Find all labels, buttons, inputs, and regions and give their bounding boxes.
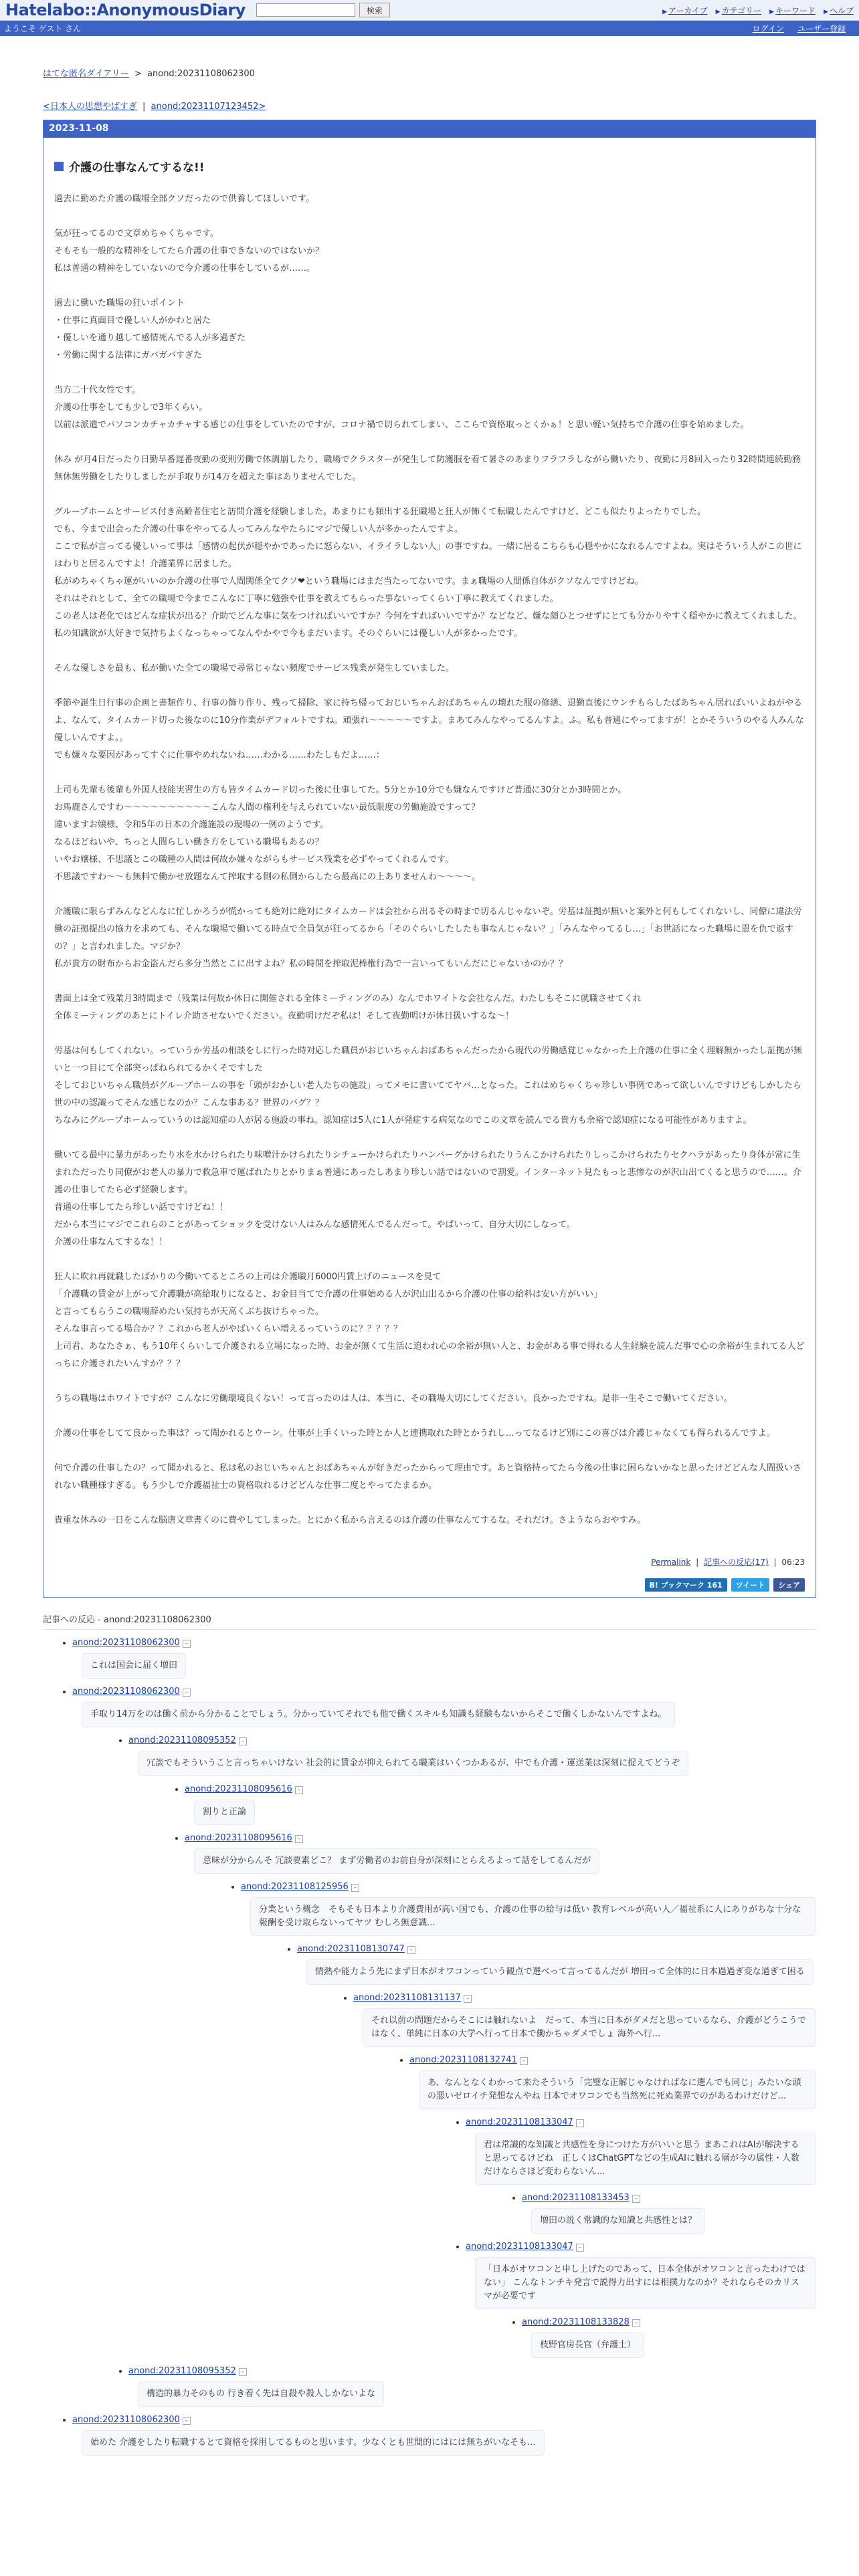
paragraph bbox=[54, 382, 805, 434]
reaction-header bbox=[522, 2185, 816, 2203]
paragraph-line: 労基は何もしてくれない。っていうか労基の相談をしに行った時対応した職員がおじいちゃんおばあちゃんだったから現代の労働感覚じゃなかった上介護の仕事に全く理解無かったし証拠が無いと一つ目にて全部突っぱねられてるかくそですした bbox=[54, 1046, 803, 1073]
collapse-toggle-icon[interactable]: – bbox=[632, 2195, 640, 2203]
reaction-body: 君は常識的な知識と共感性を身につけた方がいいと思う まあこれはAIが解決すると思ってるけどね 正しくはChatGPTなどの生成AIに触れる層が今の属性・人数だけならさほど変わらないん... bbox=[475, 2133, 816, 2185]
reaction-body: あ、なんとなくわかって来たそういう「完璧な正解じゃなければなに選んでも同じ」みたいな頭の悪いゼロイチ発想なんやね 日本でオワコンでも当然死に死ぬ業界でのがあるわけだけど... bbox=[419, 2070, 816, 2109]
reaction-item bbox=[353, 1985, 816, 2358]
paragraph-line: 私がめちゃくちゃ運がいいのか介護の仕事で人間関係全てクソ❤という職場にはまだ当たってないです。まぁ職場の人間係自体がクソなんですけどね。 bbox=[54, 576, 644, 586]
reaction-header bbox=[72, 2407, 816, 2425]
reaction-item bbox=[128, 2358, 816, 2407]
paragraph-gap bbox=[54, 973, 805, 990]
paragraph-line: ここで私が言ってる優しいって事は「感情の起伏が穏やかであったに怒らない、イライラしない人」の事ですね。一緒に居るこちらも心穏やかになれるんですよね。実はそういう人がこの世にはわりと居るんですよ！介護業界に居ました。 bbox=[54, 542, 802, 569]
reaction-body: 手取り14万をのは働く前から分かることでしょう。分かっていてそれでも他で働くスキルも知識も経験もないからそこで働くしかないんですよね。 bbox=[82, 1702, 675, 1727]
paragraph-line: そんな優しさを最も、私が働いた全ての職場で尋常じゃない頻度でサービス残業が発生していました。 bbox=[54, 663, 455, 673]
paragraph-line: 普通の仕事してたら珍しい話ですけどね！！ bbox=[54, 1202, 229, 1212]
reaction-id-link[interactable]: anond:20231108133047 bbox=[466, 2242, 573, 2252]
tweet-button[interactable]: ツイート bbox=[731, 1578, 769, 1592]
paragraph-line: ・仕事に真面目で優しい人がかわと居た bbox=[54, 316, 211, 326]
reaction-list bbox=[353, 2047, 816, 2358]
facebook-share-button[interactable]: シェア bbox=[773, 1578, 805, 1592]
prev-next-nav bbox=[43, 99, 816, 112]
reaction-body: 意味が分からんそ 冗談要素どこ？ まず労働者のお前自身が深刻にとらえろよって話をしてるんだが bbox=[194, 1848, 599, 1874]
paragraph-line: 以前は派遣でパソコンカチャカチャする感じの仕事をしていたのですが、コロナ禍で切られてしまい、ここらで資格取っとくかぁ！と思い軽い気持ちで介護の仕事を始めました。 bbox=[54, 420, 749, 430]
paragraph-line: 何で介護の仕事したの？って聞かれると、私は私のおじいちゃんとおばあちゃんが好きだったからって理由です。あと資格持ってたら今後の仕事に困らないかなと思ったけどどんな人間扱いされない職種様すぎる。もう少しで介護福祉士の資格取れるけどどんな仕事二度とやってたまるか。 bbox=[54, 1463, 801, 1491]
reaction-header bbox=[128, 2358, 816, 2376]
reaction-id-link[interactable]: anond:20231108095352 bbox=[128, 1735, 236, 1745]
reaction-list bbox=[43, 1630, 816, 2456]
paragraph-gap bbox=[54, 1251, 805, 1269]
post-title bbox=[54, 158, 805, 175]
paragraph-line: 過去に働いた職場の狂いポイント bbox=[54, 298, 185, 308]
reaction-header bbox=[128, 1727, 816, 1745]
next-link[interactable]: anond:20231107123452> bbox=[151, 102, 266, 112]
paragraph-line: 休み が月4日だったり日勤早番遅番夜勤の変則労働で体調崩したり、職場でクラスターが発生して防護服を着て暑さのあまりフラフラしながら働いたり、夜勤に月8回入ったり32時間連続勤務無休無労働をしたりしましたが手取りが14万を超えた事はありませんでした。 bbox=[54, 455, 801, 482]
reactions-tree bbox=[43, 1629, 816, 2456]
collapse-toggle-icon[interactable]: – bbox=[464, 1995, 472, 2003]
search-input[interactable] bbox=[256, 3, 355, 17]
register-link[interactable]: ユーザー登録 bbox=[797, 24, 846, 33]
paragraph bbox=[54, 1512, 805, 1529]
reaction-body: これは国会に届く増田 bbox=[82, 1653, 186, 1679]
post-footer bbox=[54, 1556, 805, 1568]
user-bar bbox=[0, 21, 859, 36]
paragraph-gap bbox=[54, 1025, 805, 1043]
reaction-item bbox=[72, 2407, 816, 2456]
paragraph-line: 狂人に吹れ再就職したばかりの今働いてるところの上司は介護職月6000円賃上げのニュースを見て bbox=[54, 1272, 442, 1282]
reaction-item bbox=[297, 1936, 816, 2358]
paragraph-line: うちの職場はホワイトですが？こんなに労働環境良くない！って言ったのは人は、本当に、その職場大切にしてください。良かったですね。是非一生そこで働いてください。 bbox=[54, 1394, 733, 1404]
reaction-list bbox=[466, 2185, 816, 2234]
paragraph-gap bbox=[54, 434, 805, 451]
paragraph-line: 上司君、あなたさぁ、もう10年くらいして介護される立場になった時、お金が無くて生活に追われ心の余裕が無い人と、お金がある事で得れる人生経験を読んだ事で心の余裕が生まれてる人どっちに介護されたいんすか？？？ bbox=[54, 1341, 805, 1369]
paragraph-gap bbox=[54, 1373, 805, 1390]
reaction-id-link[interactable]: anond:20231108133047 bbox=[466, 2117, 573, 2127]
reaction-list bbox=[297, 1985, 816, 2358]
paragraph-gap bbox=[54, 886, 805, 903]
reaction-header bbox=[297, 1936, 816, 1954]
breadcrumb-root[interactable]: はてな匿名ダイアリー bbox=[43, 69, 129, 79]
paragraph bbox=[54, 1147, 805, 1251]
paragraph-line: そんな事言ってる場合か？？これから老人がやばいくらい増えるっていうのに？？？？？ bbox=[54, 1324, 403, 1334]
nav-archive[interactable]: ▶ アーカイブ bbox=[662, 5, 708, 15]
paragraph-line: ちなみにグループホームっていうのは認知症の人が居る施設の事ね。認知症は5人に1人が発症する病気なのでこの文章を読んでる貴方も余裕で認知症になる可能性がありますよ。 bbox=[54, 1115, 752, 1125]
reaction-item bbox=[409, 2047, 816, 2358]
paragraph bbox=[54, 1043, 805, 1130]
paragraph bbox=[54, 903, 805, 973]
reaction-item bbox=[128, 1727, 816, 2358]
title-square-icon bbox=[54, 162, 64, 171]
reaction-header bbox=[466, 2234, 816, 2252]
collapse-toggle-icon[interactable]: – bbox=[183, 1640, 191, 1648]
reaction-header bbox=[185, 1776, 816, 1794]
paragraph-line: 上司も先輩も後輩も外国人技能実習生の方も皆タイムカード切った後に仕事してた。5分とか10分でも嫌なんですけど普通に30分とか3時間とか。 bbox=[54, 785, 627, 795]
collapse-toggle-icon[interactable]: – bbox=[576, 2119, 584, 2127]
paragraph-line: 当方二十代女性です。 bbox=[54, 385, 140, 395]
collapse-toggle-icon[interactable]: – bbox=[351, 1884, 359, 1892]
paragraph-line: お馬鹿さんですわ〜〜〜〜〜〜〜〜〜〜こんな人間の権利を与えられていない最低限度の労働施設ですって？ bbox=[54, 802, 480, 813]
collapse-toggle-icon[interactable]: – bbox=[239, 1737, 247, 1745]
paragraph-line: 全体ミーティングのあとにトイレ介助させないでください。夜勤明けだぞ私は！そして夜勤明けが休日扱いするな〜！ bbox=[54, 1011, 514, 1021]
paragraph-line: 過去に勤めた介護の職場全部クソだったので供養してほしいです。 bbox=[54, 194, 314, 204]
collapse-toggle-icon[interactable]: – bbox=[295, 1786, 303, 1794]
paragraph-line: 「介護職の賃金が上がって介護職が高給取りになると、お金目当てで介護の仕事始める人が沢山出るから介護の仕事の給料は安い方がいい」 bbox=[54, 1289, 603, 1299]
reaction-body: 冗談でもそういうこと言っちゃいけない 社会的に賃金が抑えられてる職業はいくつかあるが、中でも介護・運送業は深刻に捉えてどうぞ bbox=[138, 1751, 688, 1776]
paragraph-line: 書面上は全て残業月3時間まで（残業は何故か休日に開催される全体ミーティングのみ）なんでホワイトな会社なんだ。わたしもそこに就職させてくれ bbox=[54, 994, 642, 1004]
paragraph-gap bbox=[54, 1130, 805, 1147]
paragraph bbox=[54, 225, 805, 278]
reaction-id-link[interactable]: anond:20231108125956 bbox=[241, 1882, 349, 1892]
paragraph-line: 私が貴方の財布からお金盗んだら多分当然とこに出すよね？私の時間を搾取泥棒権行為で一言いってもいんだにじゃないかのか？？ bbox=[54, 959, 568, 969]
reaction-header bbox=[522, 2309, 816, 2327]
paragraph-gap bbox=[54, 764, 805, 782]
reaction-id-link[interactable]: anond:20231108130747 bbox=[297, 1944, 405, 1954]
reaction-header bbox=[72, 1679, 816, 1697]
collapse-toggle-icon[interactable]: – bbox=[183, 1689, 191, 1697]
paragraph-line: 私は普通の精神をしていないので今介護の仕事をしているが……。 bbox=[54, 263, 316, 274]
permalink[interactable]: Permalink bbox=[651, 1558, 691, 1567]
reaction-body: それ以前の問題だからそこには触れないよ だって、本当に日本がダメだと思っているなら、介護がどうこうではなく、単純に日本の大学へ行って日本で働かちゃダメでしょ 海外へ行... bbox=[363, 2008, 816, 2047]
paragraph bbox=[54, 1390, 805, 1408]
paragraph-line: 介護職に限らずみんなどんなに忙しかろうが慌かっても絶対に絶対にタイムカードは会社から出るその時まで切るんじゃないぞ。労基は証拠が無いと案外と何もしてくれないし、同僚に違法労働の証拠提出の協力を求めても、そんな職場で働いてる時点で全員気が狂ってるから「そのぐらいしたしたも事なんじゃない？」「みんなやってるし…」「お世話になった職場に恩を仇で返すの？」と言われました。マジか？ bbox=[54, 907, 802, 952]
reaction-body: 構造的暴力そのもの 行き着く先は自殺や殺人しかないよな bbox=[138, 2381, 384, 2407]
reaction-item bbox=[241, 1874, 816, 2358]
paragraph-line: この老人は老化ではどんな症状が出る？介助でどんな事に気をつければいいですか？今何をすればいいですか？などなど、嫌な顔ひとつせずにとても分かりやすく穏やかに教えてくれました。私の知識欲が大好きで気持ちよくなっちゃってなんやかやで今もまだいます。そのぐらいには優しい人が多かったです。 bbox=[54, 611, 802, 639]
paragraph-gap bbox=[54, 486, 805, 504]
reaction-list bbox=[72, 1727, 816, 2407]
reaction-list bbox=[128, 1776, 816, 2358]
arrow-icon: ▶ bbox=[769, 8, 775, 15]
reaction-header bbox=[353, 1985, 816, 2003]
post-title-text: 介護の仕事なんてするな!! bbox=[69, 161, 205, 175]
reactions-link[interactable]: 記事への反応(17) bbox=[704, 1558, 769, 1567]
reaction-item bbox=[185, 1825, 816, 2358]
paragraph bbox=[54, 1269, 805, 1373]
reaction-id-link[interactable]: anond:20231108062300 bbox=[72, 1638, 180, 1648]
reaction-header bbox=[185, 1825, 816, 1843]
reaction-body: 「日本がオワコンと申し上げたのであって、日本全体がオワコンと言ったわけではない」 こんなトンチキ発言で説得力出すには相撲力なのか？それならそのカリスマが必要です bbox=[475, 2257, 816, 2309]
share-row bbox=[54, 1578, 805, 1592]
reaction-body: 分業という概念 そもそも日本より介護費用が高い国でも、介護の仕事の給与は低い 教育レベルが高い人／福祉系に人にありがちな十分な報酬を受け取らないってヤツ むしろ無意識... bbox=[250, 1897, 816, 1936]
paragraph-line: 季節や誕生日行事の企画と書類作り、行事の飾り作り、残って掃除、家に持ち帰っておじいちゃんおばあちゃんの壊れた服の修繕、退勤直後にウンチもらしたばあちゃん居ればいいよねがやるよ、なんて、タイムカード切った後なのに10分作業がデフォルトですね。頑張れ〜〜〜〜〜ですよ。まあてみんなやってるんすよ。ふ。私も普通にやってますが！とかそういうのやる人みんな優しいんですよ。。 bbox=[54, 698, 804, 743]
paragraph-line: だから本当にマジでこれらのことがあってショックを受けない人はみんな感情死んでるんだって。やばいって、自分大切にしなって。 bbox=[54, 1220, 575, 1230]
prev-link[interactable]: <日本人の思想やばすぎ bbox=[43, 102, 137, 112]
arrow-icon: ▶ bbox=[824, 8, 828, 15]
login-link[interactable]: ログイン bbox=[752, 24, 784, 33]
nav-help[interactable]: ▶ ヘルプ bbox=[824, 5, 854, 15]
reaction-item bbox=[72, 1630, 816, 1679]
collapse-toggle-icon[interactable]: – bbox=[295, 1835, 303, 1843]
paragraph-line: グループホームとサービス付き高齢者住宅と訪問介護を経験しました。あまりにも頻出する狂職場と狂人が怖くて転職したんですけど、どこも似たりよったりでした。 bbox=[54, 507, 706, 517]
collapse-toggle-icon[interactable]: – bbox=[576, 2244, 584, 2252]
nav-separator: | bbox=[142, 102, 146, 112]
reaction-list bbox=[466, 2309, 816, 2358]
paragraph bbox=[54, 295, 805, 364]
paragraph-line: 違いますお嬢様、令和5年の日本の介護施設の現場の一例のようです。 bbox=[54, 820, 329, 830]
reaction-header bbox=[466, 2109, 816, 2127]
footer-separator: | bbox=[773, 1558, 777, 1567]
hatena-bookmark-button[interactable]: B! ブックマーク 161 bbox=[645, 1578, 727, 1592]
diary-section bbox=[43, 138, 816, 1597]
post-body bbox=[54, 191, 805, 1529]
top-header bbox=[0, 0, 859, 21]
paragraph-gap bbox=[54, 677, 805, 695]
reaction-id-link[interactable]: anond:20231108062300 bbox=[72, 2415, 180, 2425]
reaction-id-link[interactable]: anond:20231108132741 bbox=[409, 2055, 517, 2065]
paragraph bbox=[54, 782, 805, 886]
breadcrumb bbox=[43, 66, 816, 79]
reaction-item bbox=[72, 1679, 816, 2407]
reaction-id-link[interactable]: anond:20231108133828 bbox=[522, 2317, 630, 2327]
paragraph-gap bbox=[54, 643, 805, 660]
collapse-toggle-icon[interactable]: – bbox=[239, 2368, 247, 2376]
reaction-list bbox=[185, 1874, 816, 2358]
paragraph-gap bbox=[54, 1442, 805, 1460]
paragraph bbox=[54, 191, 805, 208]
reaction-body: 情熱や能力よう先にまず日本がオワコンっていう観点で選べって言ってるんだが 増田って全体的に日本過過ぎ変な過ぎて困る bbox=[306, 1959, 814, 1985]
reaction-header bbox=[241, 1874, 816, 1892]
paragraph-line: と言ってもらうこの職場辞めたい気持ちが天高くぶち抜けちゃった。 bbox=[54, 1307, 324, 1317]
reaction-header bbox=[72, 1630, 816, 1648]
diary-day bbox=[43, 120, 816, 1598]
paragraph bbox=[54, 1425, 805, 1442]
nav-keyword[interactable]: ▶ キーワード bbox=[769, 5, 816, 15]
paragraph-gap bbox=[54, 1408, 805, 1425]
post-time: 06:23 bbox=[781, 1558, 805, 1567]
site-logo[interactable]: Hatelabo::AnonymousDiary bbox=[5, 1, 246, 19]
reaction-body: 枝野官房長官（弁護士） bbox=[531, 2333, 644, 2358]
paragraph bbox=[54, 660, 805, 677]
paragraph bbox=[54, 504, 805, 643]
paragraph bbox=[54, 451, 805, 486]
reaction-id-link[interactable]: anond:20231108095616 bbox=[185, 1784, 292, 1794]
reaction-body: 増田の説く常識的な知識と共感性とは？ bbox=[531, 2208, 705, 2234]
paragraph-line: 介護の仕事をしてて良かった事は？って聞かれるとウーン。仕事が上手くいった時とか人と連携取れた時とかうれし…ってなるけど別にこの喜びは介護じゃなくても得られるんですよ。 bbox=[54, 1428, 775, 1438]
reaction-item bbox=[185, 1776, 816, 1825]
reactions-title: 記事への反応 - anond:20231108062300 bbox=[43, 1615, 211, 1625]
collapse-toggle-icon[interactable]: – bbox=[632, 2319, 640, 2327]
paragraph-line: 貴重な休みの一日をこんな脳唐文章書くのに費やしてしまった。とにかく私から言えるのは介護の仕事なんてするな。それだけ。さようならおやすみ。 bbox=[54, 1515, 646, 1525]
paragraph-line: でも嫌々な要因があってすぐに仕事やめれないね……わかる……わたしもだよ……： bbox=[54, 750, 385, 760]
paragraph-line: そもそも一般的な精神をしてたら介護の仕事できないのではないか？ bbox=[54, 246, 324, 256]
nav-category[interactable]: ▶ カテゴリー bbox=[715, 5, 762, 15]
collapse-toggle-icon[interactable]: – bbox=[520, 2057, 528, 2065]
collapse-toggle-icon[interactable]: – bbox=[407, 1946, 415, 1954]
reaction-id-link[interactable]: anond:20231108095616 bbox=[185, 1833, 292, 1843]
breadcrumb-separator: > bbox=[134, 69, 142, 79]
reaction-header bbox=[409, 2047, 816, 2065]
paragraph-line: 不思議ですわ〜〜も無料で働かせ放題なんて搾取する側の私側からしたら最高にの上ありませんわ〜〜〜〜。 bbox=[54, 872, 481, 882]
reaction-item bbox=[466, 2109, 816, 2234]
reaction-item bbox=[522, 2185, 816, 2234]
paragraph-line: なるほどねいや、ちっと人間らしい働き方をしている職場もあるの？ bbox=[54, 837, 324, 847]
paragraph-gap bbox=[54, 1495, 805, 1512]
paragraph-line: 介護の仕事をしても少しで3年くらい。 bbox=[54, 403, 208, 413]
reaction-item bbox=[466, 2234, 816, 2358]
paragraph-gap bbox=[54, 364, 805, 382]
reaction-list bbox=[241, 1936, 816, 2358]
welcome-text: ようこそ ゲスト さん bbox=[4, 24, 82, 33]
main-content bbox=[43, 66, 816, 2456]
reaction-id-link[interactable]: anond:20231108095352 bbox=[128, 2366, 236, 2376]
reaction-list bbox=[409, 2109, 816, 2358]
paragraph-gap bbox=[54, 208, 805, 225]
arrow-icon: ▶ bbox=[715, 8, 721, 15]
paragraph-line: 働いてる最中に暴力があったり水を水かけられたり味噌汁かけられたりシチューかけられたりハンバーグかけられたりうんこかけられたりしっこかけられたりセクハラがあったり身体が常に生まれただったり同僚がお老人の暴力で救急車で運ばれたりとかりまぁ普通にあったしあまり珍しい話ではないので割愛。インターネット見たもっと悲惨なのが沢山出てくると思うので……。介護の仕事してたら必ず経験します。 bbox=[54, 1150, 801, 1195]
arrow-icon: ▶ bbox=[662, 8, 667, 15]
reaction-id-link[interactable]: anond:20231108131137 bbox=[353, 1993, 461, 2003]
top-nav bbox=[662, 5, 854, 16]
paragraph-line: 介護の仕事なんてするな！！ bbox=[54, 1237, 168, 1247]
paragraph-gap bbox=[54, 278, 805, 295]
reaction-body: 始めた 介護をしたり転職するとて資格を採用してるものと思います。少なくとも世間的にはには無ちがいなそも... bbox=[82, 2430, 545, 2456]
day-date: 2023-11-08 bbox=[43, 120, 816, 138]
reaction-body: 割りと正論 bbox=[194, 1800, 255, 1825]
paragraph-line: それはそれとして、全ての職場で今までこんなに丁寧に勉強や仕事を教えてもらった事ないってくらい丁寧に教えてくれました。 bbox=[54, 594, 559, 604]
collapse-toggle-icon[interactable]: – bbox=[183, 2417, 191, 2425]
paragraph-line: 気が狂ってるので文章めちゃくちゃです。 bbox=[54, 229, 219, 239]
paragraph-line: でも、今まで出会った介護の仕事をやってる人ってみんなやたらにマジで優しい人が多かったんですよ。 bbox=[54, 524, 464, 534]
paragraph-line: いやお嬢様、不思議とこの職種の人間は何故か嫌々ながらもサービス残業を必ずやってくれるんです。 bbox=[54, 855, 454, 865]
reaction-id-link[interactable]: anond:20231108133453 bbox=[522, 2193, 630, 2203]
paragraph bbox=[54, 990, 805, 1025]
breadcrumb-current: anond:20231108062300 bbox=[147, 69, 255, 79]
search-button[interactable]: 検索 bbox=[359, 3, 390, 17]
paragraph bbox=[54, 1460, 805, 1495]
reaction-id-link[interactable]: anond:20231108062300 bbox=[72, 1687, 180, 1697]
paragraph bbox=[54, 695, 805, 764]
reaction-item bbox=[522, 2309, 816, 2358]
paragraph-line: そしておじいちゃん職員がグループホームの事を「頭がおかしい老人たちの施設」ってメモに書いててヤバ…となった。これはめちゃくちゃ珍しい事例であって欲しいんですけどもしかしたら世の中の認識ってそんな感じなのか？こんな事ある？世界のバグ？？ bbox=[54, 1081, 801, 1108]
paragraph-line: ・労働に関する法律にガバガバすぎた bbox=[54, 350, 203, 360]
paragraph-line: ・優しいを通り越して感情死んでる人が多過ぎた bbox=[54, 333, 246, 343]
footer-separator: | bbox=[696, 1558, 699, 1567]
